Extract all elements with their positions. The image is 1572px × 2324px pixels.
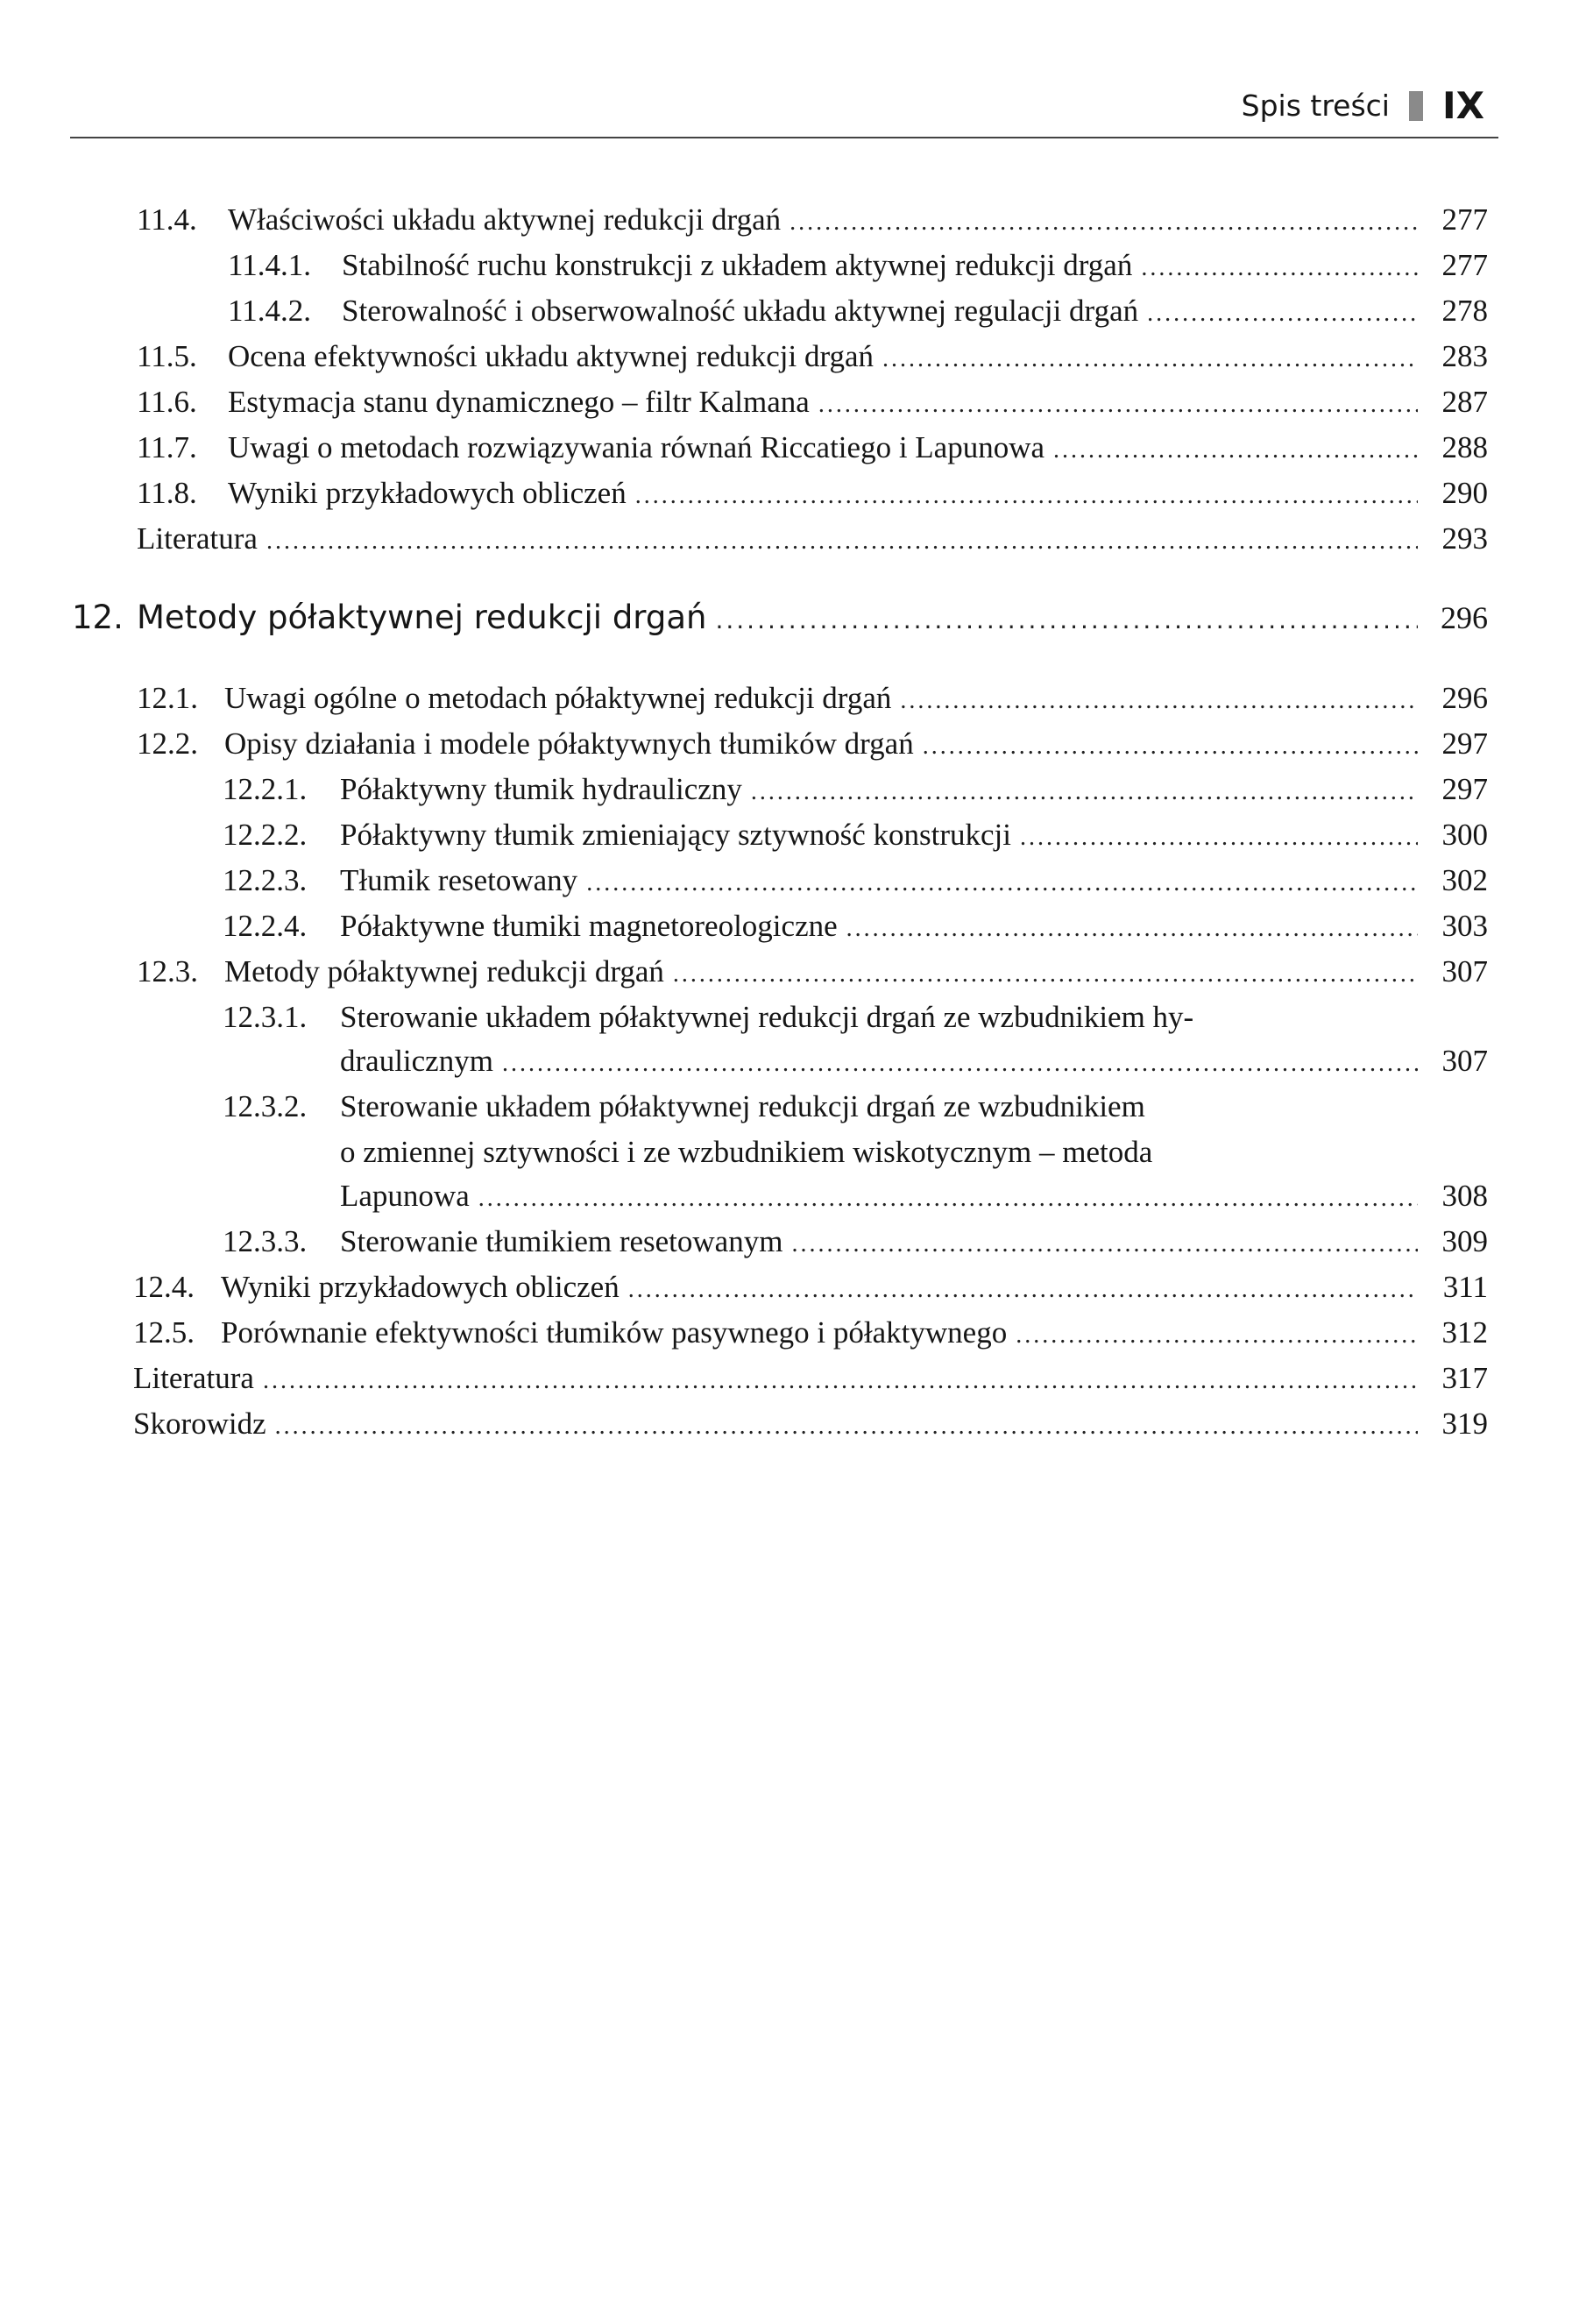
entry-title: Sterowanie układem półaktywnej redukcji drgań ze wzbudnikiem hy- xyxy=(340,1000,1194,1034)
toc-entry xyxy=(137,426,1488,472)
entry-number: 11.8. xyxy=(137,476,197,510)
entry-title: Uwagi ogólne o metodach półaktywnej redukcji drgań xyxy=(224,681,892,715)
toc-entry xyxy=(228,289,1488,336)
leader-dots xyxy=(882,337,1418,381)
entry-title: Estymacja stanu dynamicznego – filtr Kalmana xyxy=(228,385,810,419)
entry-title-continued: Lapunowa xyxy=(340,1179,470,1213)
toc-entry xyxy=(133,1357,1488,1403)
leader-dots xyxy=(673,953,1418,996)
entry-title: Właściwości układu aktywnej redukcji drgań xyxy=(228,202,782,237)
toc-entry xyxy=(223,904,1488,951)
toc-chapter xyxy=(72,596,1488,642)
running-header xyxy=(1242,84,1484,127)
toc-entry xyxy=(133,1311,1488,1357)
entry-title: Półaktywny tłumik zmieniający sztywność konstrukcji xyxy=(340,818,1011,852)
leader-dots xyxy=(751,770,1418,814)
chapter-page: 296 xyxy=(1441,600,1488,635)
entry-page: 287 xyxy=(1441,385,1488,419)
toc-entry xyxy=(223,859,1488,905)
entry-number: 12.3.2. xyxy=(223,1089,308,1123)
header-rule xyxy=(70,137,1498,138)
entry-page: 307 xyxy=(1441,1044,1488,1078)
entry-title: Opisy działania i modele półaktywnych tłumików drgań xyxy=(224,726,914,761)
leader-dots xyxy=(923,725,1418,769)
entry-title: Porównanie efektywności tłumików pasywnego i półaktywnego xyxy=(221,1315,1008,1350)
entry-title: Literatura xyxy=(133,1361,254,1395)
leader-dots xyxy=(818,383,1418,427)
leader-dots xyxy=(1016,1314,1418,1357)
toc-entry xyxy=(137,471,1488,518)
entry-title: Sterowanie układem półaktywnej redukcji drgań ze wzbudnikiem xyxy=(340,1089,1145,1123)
toc-entry xyxy=(228,244,1488,290)
toc-entry xyxy=(137,677,1488,723)
entry-page: 309 xyxy=(1441,1224,1488,1258)
chapter-title: Metody półaktywnej redukcji drgań xyxy=(137,599,707,636)
entry-page: 277 xyxy=(1441,202,1488,237)
entry-page: 319 xyxy=(1441,1406,1488,1441)
entry-number: 12.2. xyxy=(137,726,198,761)
leader-dots xyxy=(715,599,1418,642)
entry-title: Ocena efektywności układu aktywnej redukcji drgań xyxy=(228,339,875,373)
entry-page: 317 xyxy=(1441,1361,1488,1395)
entry-number: 11.5. xyxy=(137,339,197,373)
entry-page: 302 xyxy=(1441,863,1488,897)
entry-number: 12.4. xyxy=(133,1270,195,1304)
leader-dots xyxy=(1147,292,1418,336)
entry-page: 288 xyxy=(1441,430,1488,464)
entry-title: Wyniki przykładowych obliczeń xyxy=(228,476,627,510)
entry-page: 290 xyxy=(1441,476,1488,510)
toc-entry xyxy=(137,198,1488,244)
leader-dots xyxy=(266,520,1418,563)
toc-entry-line xyxy=(340,1130,1152,1174)
leader-dots xyxy=(275,1405,1418,1449)
entry-page: 297 xyxy=(1441,772,1488,806)
entry-number: 12.2.2. xyxy=(223,818,308,852)
entry-title: Stabilność ruchu konstrukcji z układem aktywnej redukcji drgań xyxy=(342,248,1133,282)
leader-dots xyxy=(900,679,1418,723)
leader-dots xyxy=(791,1222,1418,1266)
toc-entry-line xyxy=(223,1085,1145,1129)
leader-dots xyxy=(586,861,1418,905)
leader-dots xyxy=(478,1177,1418,1221)
entry-number: 11.4. xyxy=(137,202,197,237)
leader-dots xyxy=(790,201,1418,244)
entry-title: Metody półaktywnej redukcji drgań xyxy=(224,954,664,988)
entry-title-continued: o zmiennej sztywności i ze wzbudnikiem wiskotycznym – metoda xyxy=(340,1135,1153,1169)
entry-number: 12.3.3. xyxy=(223,1224,308,1258)
toc-entry xyxy=(133,1265,1488,1312)
entry-number: 12.1. xyxy=(137,681,198,715)
entry-page: 293 xyxy=(1441,521,1488,556)
entry-page: 303 xyxy=(1441,909,1488,943)
entry-page: 312 xyxy=(1441,1315,1488,1350)
toc-entry xyxy=(137,722,1488,769)
leader-dots xyxy=(628,1268,1418,1312)
entry-number: 12.2.4. xyxy=(223,909,308,943)
toc-entry xyxy=(340,1174,1488,1221)
entry-title: Uwagi o metodach rozwiązywania równań Riccatiego i Lapunowa xyxy=(228,430,1045,464)
entry-title: Wyniki przykładowych obliczeń xyxy=(221,1270,620,1304)
entry-number: 12.2.1. xyxy=(223,772,308,806)
entry-page: 277 xyxy=(1441,248,1488,282)
entry-title: Sterowalność i obserwowalność układu aktywnej regulacji drgań xyxy=(342,294,1139,328)
entry-number: 12.3. xyxy=(137,954,198,988)
entry-page: 308 xyxy=(1441,1179,1488,1213)
entry-title-continued: draulicznym xyxy=(340,1044,493,1078)
leader-dots xyxy=(1020,816,1418,860)
entry-title: Półaktywny tłumik hydrauliczny xyxy=(340,772,742,806)
entry-title: Tłumik resetowany xyxy=(340,863,578,897)
entry-number: 11.7. xyxy=(137,430,197,464)
entry-page: 296 xyxy=(1441,681,1488,715)
toc-entry xyxy=(340,1039,1488,1086)
entry-number: 11.4.1. xyxy=(228,248,311,282)
header-title: Spis treści xyxy=(1241,89,1390,123)
entry-number: 12.2.3. xyxy=(223,863,308,897)
toc-entry xyxy=(137,335,1488,381)
entry-page: 283 xyxy=(1441,339,1488,373)
leader-dots xyxy=(1053,429,1418,472)
toc-entry xyxy=(137,380,1488,427)
header-marker xyxy=(1409,91,1423,121)
entry-number: 11.4.2. xyxy=(228,294,311,328)
entry-number: 12.5. xyxy=(133,1315,195,1350)
toc-entry xyxy=(137,517,1488,563)
toc-entry xyxy=(223,813,1488,860)
entry-number: 12.3.1. xyxy=(223,1000,308,1034)
leader-dots xyxy=(1141,246,1418,290)
entry-title: Skorowidz xyxy=(133,1406,266,1441)
entry-page: 278 xyxy=(1441,294,1488,328)
entry-title: Literatura xyxy=(137,521,258,556)
leader-dots xyxy=(263,1359,1418,1403)
entry-title: Półaktywne tłumiki magnetoreologiczne xyxy=(340,909,838,943)
entry-title: Sterowanie tłumikiem resetowanym xyxy=(340,1224,783,1258)
entry-page: 307 xyxy=(1441,954,1488,988)
toc-entry-line xyxy=(223,995,1193,1039)
toc-entry xyxy=(133,1402,1488,1449)
entry-page: 300 xyxy=(1441,818,1488,852)
entry-page: 297 xyxy=(1441,726,1488,761)
leader-dots xyxy=(635,474,1418,518)
entry-number: 11.6. xyxy=(137,385,197,419)
leader-dots xyxy=(846,907,1418,951)
leader-dots xyxy=(502,1042,1418,1086)
toc-entry xyxy=(223,1220,1488,1266)
chapter-number: 12. xyxy=(72,599,124,636)
header-page-number: IX xyxy=(1441,84,1484,127)
toc-entry xyxy=(137,950,1488,996)
toc-entry xyxy=(223,768,1488,814)
entry-page: 311 xyxy=(1442,1270,1488,1304)
